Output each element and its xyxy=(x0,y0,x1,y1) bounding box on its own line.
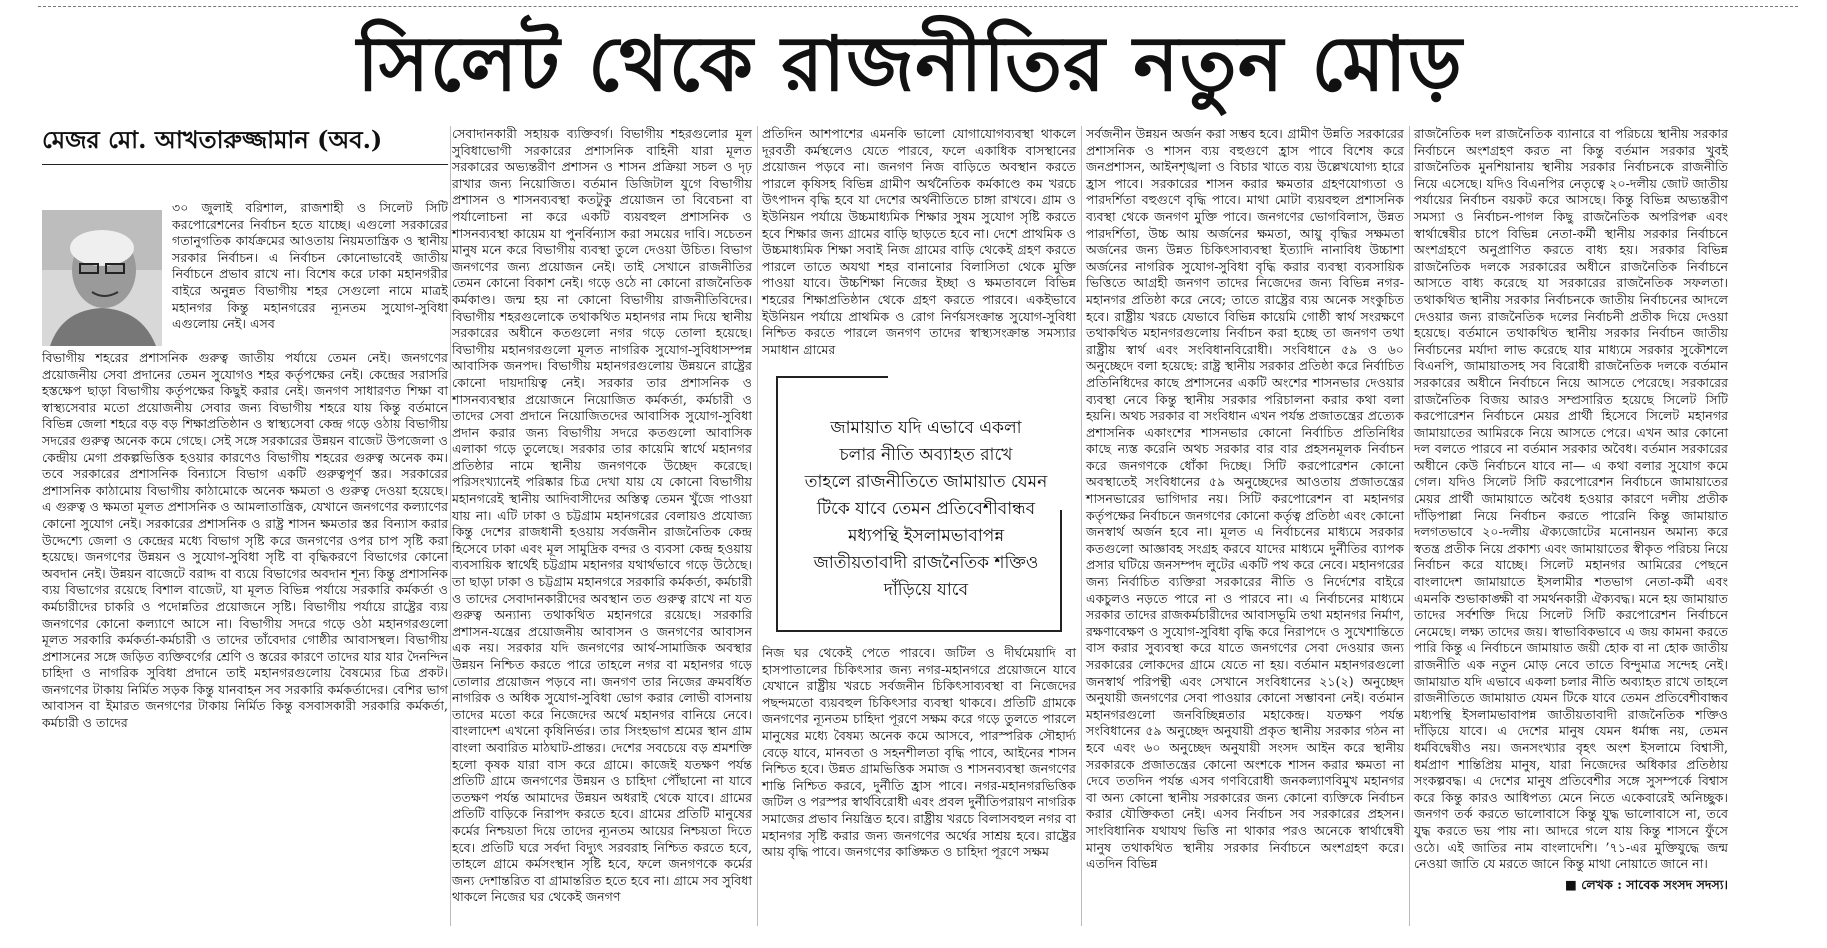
column-4-text: সর্বজনীন উন্নয়ন অর্জন করা সম্ভব হবে। গ্রামীণ উন্নতি সরকারের প্রশাসনিক ও শাসন ব্যয় বহুগুণে হ্রাস পাবে বিশেষ করে জনপ্রশাসন, আইনশৃঙ্খলা ও বিচার খাতে ব্যয় উল্লেখযোগ্য হারে হ্রাস পাবে। সরকারের শাসন করার ক্ষমতার গ্রহণযোগ্যতা ও পারদর্শিতা বহুগুণে বৃদ্ধি পাবে। মাথা মোটা ব্যয়বহুল প্রশাসনিক ব্যবস্থা থেকে জনগণ মুক্তি পাবে। জনগণের ভোগবিলাস, উন্নত পারদর্শিতা, উচ্চ আয় অর্জনের ক্ষমতা, আয়ু বৃদ্ধির সক্ষমতা অর্জনের জন্য উন্নত চিকিৎসাব্যবস্থা ইত্যাদি নানাবিধ উচ্চাশা অর্জনের নাগরিক সুযোগ-সুবিধা বৃদ্ধি করার ব্যবস্থা ব্যবসায়িক ভিত্তিতে আগ্রহী জনগণ তাদের নিজেদের জন্য বিভিন্ন নগর-মহানগর প্রতিষ্ঠা করে নেবে; তাতে রাষ্ট্রের ব্যয় অনেক সংকুচিত হবে। রাষ্ট্রীয় খরচে যেভাবে বিভিন্ন কায়েমি গোষ্ঠী স্বার্থ সংরক্ষণে তথাকথিত মহানগরগুলোয় নির্বাচন করা হচ্ছে তা জনগণ তথা রাষ্ট্রীয় স্বার্থ এবং সংবিধানবিরোধী। সংবিধানে ৫৯ ও ৬০ অনুচ্ছেদে বলা হয়েছে: রাষ্ট্র স্থানীয় সরকার প্রতিষ্ঠা করে নির্বাচিত প্রতিনিধিদের কাছে প্রশাসনের একটি অংশের শাসনভার দেওয়ার ব্যবস্থা নেবে কিন্তু স্থানীয় সরকার পরিচালনা করার কথা বলা হয়নি। অথচ সরকার বা সংবিধান এখন পর্যন্ত প্রজাতন্ত্রের প্রত্যেক প্রশাসনিক একাংশের শাসনভার কোনো নির্বাচিত প্রতিনিধির কাছে ন্যস্ত করেনি অথচ সরকার বার বার প্রহসনমূলক নির্বাচন করে জনগণকে ধোঁকা দিচ্ছে। সিটি করপোরেশন কোনো অবস্থাতেই সংবিধানের ৫৯ অনুচ্ছেদের আওতায় প্রজাতন্ত্রের শাসনভারের ভাগিদার নয়। সিটি করপোরেশন বা মহানগর কর্তৃপক্ষের নির্বাচনে জনগণের কোনো কর্তৃত্ব প্রতিষ্ঠা এবং কোনো জনস্বার্থ অর্জন হবে না। মূলত এ নির্বাচনের মাধ্যমে সরকার কতগুলো আজ্ঞাবহ সংগ্রহ করবে যাদের মাধ্যমে দুর্নীতির ব্যাপক প্রসার ঘটিয়ে জনসম্পদ লুটের একটি পথ করে নেবে। মহানগরের জন্য নির্বাচিত ব্যক্তিরা সরকারের নীতি ও নির্দেশের বাইরে একচুলও নড়তে পারে না ও পারবে না। এ নির্বাচনের মাধ্যমে সরকার তাদের রাজকর্মচারীদের আবাসভূমি তথা মহানগর নির্মাণ, রক্ষণাবেক্ষণ ও সুযোগ-সুবিধা বৃদ্ধি করে নিরাপদে ও সুখেশান্তিতে বাস করার সুব্যবস্থা করে যাতে জনগণের সেবা দেওয়ার জন্য সরকারের লোকদের গ্রামে যেতে না হয়। বর্তমান মহানগরগুলো জনস্বার্থ পরিপন্থী এবং সেখানে সংবিধানের ২১(২) অনুচ্ছেদ অনুযায়ী জনগণের সেবা পাওয়ার কোনো সম্ভাবনা নেই। বর্তমান মহানগরগুলো জনবিচ্ছিন্নতার মহাকেন্দ্র। যতক্ষণ পর্যন্ত সংবিধানের ৫৯ অনুচ্ছেদ অনুযায়ী প্রকৃত স্থানীয় সরকার গঠন না হবে এবং ৬০ অনুচ্ছেদ অনুযায়ী সংসদ আইন করে স্থানীয় সরকারকে প্রজাতন্ত্রের কোনো অংশকে শাসন করার ক্ষমতা না দেবে ততদিন পর্যন্ত এসব গণবিরোধী জনকল্যাণবিমুখ মহানগর বা অন্য কোনো স্থানীয় সরকারের জন্য কোনো ব্যক্তিকে নির্বাচন করার যৌক্তিকতা নেই। এসব নির্বাচন সব সরকারের প্রহসন। সাংবিধানিক যথাযথ ভিত্তি না থাকার পরও অনেকে স্বার্থান্বেষী মানুষ তথাকথিত স্থানীয় সরকার নির্বাচনে অংশগ্রহণ করে। এতদিন বিভিন্ন xyxy=(1086,126,1404,872)
author-photo xyxy=(42,210,162,346)
byline-rule xyxy=(42,164,448,165)
top-dashed-rule xyxy=(38,6,1798,7)
column-1 xyxy=(42,350,448,932)
column-5-text: রাজনৈতিক দল রাজনৈতিক ব্যানারে বা পরিচয়ে স্থানীয় সরকার নির্বাচনে অংশগ্রহণ করত না কিন্তু বর্তমান সরকার খুবই রাজনৈতিক মুনশিয়ানায় স্থানীয় সরকার নির্বাচনকে রাজনীতি নিয়ে এসেছে। যদিও বিএনপির নেতৃত্বে ২০-দলীয় জোট জাতীয় পর্যায়ের নির্বাচন বয়কট করে আসছে। কিন্তু বিভিন্ন অভ্যন্তরীণ সমস্যা ও নির্বাচন-পাগল কিছু রাজনৈতিক অপরিপক্ব এবং স্বার্থান্বেষীর চাপে বিভিন্ন নেতা-কর্মী স্থানীয় সরকার নির্বাচনে অংশগ্রহণে অনুপ্রাণিত করতে বাধ্য হয়। সরকার বিভিন্ন রাজনৈতিক দলকে সরকারের অধীনে রাজনৈতিক নির্বাচনে আসতে বাধ্য করেছে যা সরকারের রাজনৈতিক সফলতা। তথাকথিত স্থানীয় সরকার নির্বাচনকে জাতীয় নির্বাচনের আদলে দেওয়ার জন্য রাজনৈতিক দলের নির্বাচনী প্রতীক দিয়ে দেওয়া হয়েছে। বর্তমানে তথাকথিত স্থানীয় সরকার নির্বাচন জাতীয় নির্বাচনের মর্যাদা লাভ করেছে যার মাধ্যমে সরকার সুকৌশলে বিএনপি, জামায়াতসহ সব বিরোধী রাজনৈতিক দলকে বর্তমান সরকারের অধীনে নির্বাচনে নিয়ে আসতে পেরেছে। সরকারের রাজনৈতিক বিজয় আরও সম্প্রসারিত হয়েছে সিলেট সিটি করপোরেশন নির্বাচনে মেয়র প্রার্থী হিসেবে সিলেট মহানগর জামায়াতের আমিরকে নিয়ে আসতে পেরে। এখন আর কোনো দল বলতে পারবে না বর্তমান সরকার অবৈধ। বর্তমান সরকারের অধীনে কেউ নির্বাচনে যাবে না— এ কথা বলার সুযোগ কমে গেল। যদিও সিলেট সিটি করপোরেশন নির্বাচনে জামায়াতের মেয়র প্রার্থী জামায়াতে অবৈধ হওয়ার কারণে দলীয় প্রতীক দাঁড়িপাল্লা নিয়ে নির্বাচন করতে পারেনি কিন্তু জামায়াত দলগতভাবে ২০-দলীয় ঐক্যজোটের মনোনয়ন অমান্য করে স্বতন্ত্র প্রতীক নিয়ে প্রকাশ্য এবং জামায়াতের স্বীকৃত পরিচয় নিয়ে নির্বাচন করে যাচ্ছে। সিলেট মহানগর আমিরের পেছনে বাংলাদেশ জামায়াতে ইসলামীর শতভাগ নেতা-কর্মী এবং এমনকি শুভাকাঙ্ক্ষী বা সমর্থনকারী ঐক্যবদ্ধ। মনে হয় জামায়াত তাদের সর্বশক্তি দিয়ে সিলেট সিটি করপোরেশন নির্বাচনে নেমেছে। লক্ষ্য তাদের জয়। স্বাভাবিকভাবে এ জয় কামনা করতে পারি কিন্তু এ নির্বাচনে জামায়াত জয়ী হোক বা না হোক জাতীয় রাজনীতি এক নতুন মোড় নেবে তাতে বিন্দুমাত্র সন্দেহ নেই। জামায়াত যদি এভাবে একলা চলার নীতি অব্যাহত রাখে তাহলে রাজনীতিতে জামায়াত যেমন টিকে যাবে তেমন প্রতিবেশীবান্ধব মধ্যপন্থি ইসলামভাবাপন্ন জাতীয়তাবাদী রাজনৈতিক শক্তিও দাঁড়িয়ে যাবে। এ দেশের মানুষ যেমন ধর্মান্ধ নয়, তেমন ধর্মবিদ্বেষীও নয়। জনসংখ্যার বৃহৎ অংশ ইসলামে বিশ্বাসী, ধর্মপ্রাণ শান্তিপ্রিয় মানুষ, যারা নিজেদের অধিকার প্রতিষ্ঠায় সংকল্পবদ্ধ। এ দেশের মানুষ প্রতিবেশীর সঙ্গে সুসম্পর্কে বিশ্বাস করে কিন্তু কারও আধিপত্য মেনে নিতে একেবারেই অনিচ্ছুক। জনগণ তর্ক করতে ভালোবাসে কিন্তু যুদ্ধ ভালোবাসে না, তবে যুদ্ধ করতে ভয় পায় না। আদরে গলে যায় কিন্তু শাসনে ফুঁসে ওঠে। এই জাতির নাম বাংলাদেশি। ’৭১-এর মুক্তিযুদ্ধে জন্ম নেওয়া জাতি যে মরতে জানে কিন্তু মাথা নোয়াতে জানে না। xyxy=(1414,126,1728,872)
column-3-bottom-text: নিজ ঘর থেকেই পেতে পারবে। জটিল ও দীর্ঘমেয়াদি বা হাসপাতালের চিকিৎসার জন্য নগর-মহানগরে প্রয়োজনে যাবে যেখানে রাষ্ট্রীয় খরচে সর্বজনীন চিকিৎসাব্যবস্থা বা নিজেদের পছন্দমতো ব্যয়বহুল চিকিৎসার ব্যবস্থা থাকবে। প্রতিটি গ্রামকে জনগণের ন্যূনতম চাহিদা পূরণে সক্ষম করে গড়ে তুলতে পারলে মানুষের মধ্যে বৈষম্য অনেক কমে আসবে, পারস্পরিক সৌহার্দ্য বেড়ে যাবে, মানবতা ও সহনশীলতা বৃদ্ধি পাবে, আইনের শাসন নিশ্চিত হবে। উন্নত গ্রামভিত্তিক সমাজ ও শাসনব্যবস্থা জনগণের শান্তি নিশ্চিত করবে, দুর্নীতি হ্রাস পাবে। নগর-মহানগরভিত্তিক জটিল ও পরস্পর স্বার্থবিরোধী এবং প্রবল দুর্নীতিপরায়ণ নাগরিক সমাজের প্রভাব নিয়ন্ত্রিত হবে। রাষ্ট্রীয় খরচে বিলাসবহুল নগর বা মহানগর সৃষ্টি করার জন্য জনগণের অর্থের সাশ্রয় হবে। রাষ্ট্রের আয় বৃদ্ধি পাবে। জনগণের কাঙ্ক্ষিত ও চাহিদা পূরণে সক্ষম xyxy=(762,645,1076,860)
column-3-top xyxy=(762,126,1076,357)
intro-paragraph: ৩০ জুলাই বরিশাল, রাজশাহী ও সিলেট সিটি করপোরেশনের নির্বাচন হতে যাচ্ছে। এগুলো সরকারের গতানুগতিক কার্যক্রমের আওতায় নিয়মতান্ত্রিক ও স্থানীয় সরকার নির্বাচন। এ নির্বাচন কোনোভাবেই জাতীয় নির্বাচনে প্রভাব রাখে না। বিশেষ করে ঢাকা মহানগরীর বাইরে অনুন্নত বিভাগীয় শহর সেগুলো নামে মাত্রই মহানগর কিন্তু মহানগরের ন্যূনতম সুযোগ-সুবিধা এগুলোয় নেই। এসব xyxy=(172,200,448,332)
column-divider xyxy=(1409,126,1410,926)
author-portrait-image xyxy=(42,210,162,346)
column-5 xyxy=(1414,126,1728,932)
column-divider xyxy=(450,126,451,926)
column-3-top-text: প্রতিদিন আশপাশের এমনকি ভালো যোগাযোগব্যবস্থা থাকলে দূরবর্তী কর্মস্থলেও যেতে পারবে, ফলে একাধিক বাসস্থানের প্রয়োজন পড়বে না। জনগণ নিজ বাড়িতে অবস্থান করতে পারলে কৃষিসহ বিভিন্ন গ্রামীণ অর্থনৈতিক কর্মকাণ্ডে কম খরচে উৎপাদন বৃদ্ধি হবে যা দেশের অর্থনীতিতে চাঙ্গা রাখবে। গ্রাম ও ইউনিয়ন পর্যায়ে উচ্চমাধ্যমিক শিক্ষার সুষম সুযোগ সৃষ্টি করতে হবে শিক্ষার জন্য গ্রামের বাড়ি ছাড়তে হবে না। দেশে প্রাথমিক ও উচ্চমাধ্যমিক শিক্ষা সবাই নিজ গ্রামের বাড়ি থেকেই গ্রহণ করতে পারলে তাতে অযথা শহর বানানোর বিলাসিতা থেকে মুক্তি পাওয়া যাবে। উচ্চশিক্ষা নিজের ইচ্ছা ও ক্ষমতাবলে বিভিন্ন শহরের শিক্ষাপ্রতিষ্ঠান থেকে গ্রহণ করতে পারবে। একইভাবে ইউনিয়ন পর্যায়ে প্রাথমিক ও রোগ নির্ণয়সংক্রান্ত সুযোগ-সুবিধা নিশ্চিত করতে পারলে জনগণ তাদের স্বাস্থ্যসংক্রান্ত সমস্যার সমাধান গ্রামের xyxy=(762,126,1076,357)
column-divider xyxy=(757,126,758,926)
article-byline: মেজর মো. আখতারুজ্জামান (অব.) xyxy=(42,125,383,154)
pullquote xyxy=(800,415,1052,604)
pullquote-line: তাহলে রাজনীতিতে জামায়াত যেমন xyxy=(804,472,1048,492)
intro-column xyxy=(172,200,448,333)
column-4 xyxy=(1086,126,1404,932)
author-note: ■ লেখক : সাবেক সংসদ সদস্য। xyxy=(1565,876,1728,892)
article-headline: সিলেট থেকে রাজনীতির নতুন মোড় xyxy=(357,19,1463,108)
pullquote-line: টিকে যাবে তেমন প্রতিবেশীবান্ধব xyxy=(816,499,1036,519)
pullquote-line: দাঁড়িয়ে যাবে xyxy=(883,580,969,600)
column-1-text: বিভাগীয় শহরের প্রশাসনিক গুরুত্ব জাতীয় পর্যায়ে তেমন নেই। জনগণের প্রয়োজনীয় সেবা প্রদানের তেমন সুযোগও শহর কর্তৃপক্ষের নেই। কেন্দ্রের সরাসরি হস্তক্ষেপ ছাড়া বিভাগীয় কর্তৃপক্ষের কিছুই করার নেই। জনগণ সাধারণত শিক্ষা বা স্বাস্থ্যসেবার মতো প্রয়োজনীয় সেবার জন্য বিভাগীয় শহরে যায় কিন্তু বর্তমানে বিভিন্ন জেলা শহরে বড় বড় শিক্ষাপ্রতিষ্ঠান ও স্বাস্থ্যসেবা কেন্দ্র গড়ে ওঠায় বিভাগীয় সদরের গুরুত্ব অনেক কমে গেছে। সেই সঙ্গে সরকারের উন্নয়ন বাজেট উপজেলা ও কেন্দ্রীয় মেগা প্রকল্পভিত্তিক হওয়ার কারণেও বিভাগীয় শহরের গুরুত্ব অনেক কম। তবে সরকারের প্রশাসনিক বিন্যাসে বিভাগ একটি গুরুত্বপূর্ণ স্তর। সরকারের প্রশাসনিক কাঠামোয় বিভাগীয় কাঠামোকে অনেক ক্ষমতা ও গুরুত্ব দেওয়া হয়েছে। এ গুরুত্ব ও ক্ষমতা মূলত প্রশাসনিক ও আমলাতান্ত্রিক, যেখানে জনগণের কল্যাণের কোনো সুযোগ নেই। সরকারের প্রশাসনিক ও রাষ্ট্র শাসন ক্ষমতার স্তর বিন্যাস করার উদ্দেশ্যে জেলা ও কেন্দ্রের মধ্যে বিভাগ সৃষ্টি করে জনগণের ওপর চাপ সৃষ্টি করা হয়েছে। জনগণের উন্নয়ন ও সুযোগ-সুবিধা সৃষ্টি বা বৃদ্ধিকরণে বিভাগের কোনো অবদান নেই। উন্নয়ন বাজেটে বরাদ্দ বা ব্যয়ে বিভাগের অবদান শূন্য কিন্তু প্রশাসনিক ব্যয় বিভাগের রয়েছে বিশাল বাজেট, যা মূলত বিভিন্ন পর্যায়ে সরকারি কর্মকর্তা ও কর্মচারীদের চাকরি ও পদোন্নতির প্রয়োজনে সৃষ্টি। বিভাগীয় পর্যায়ে রাষ্ট্রের ব্যয় জনগণের কোনো কল্যাণে আসে না। বিভাগীয় সদরে গড়ে ওঠা মহানগরগুলো মূলত সরকারি কর্মকর্তা-কর্মচারী ও তাদের তাঁবেদার গোষ্ঠীর আবাসস্থল। বিভাগীয় প্রশাসনের সঙ্গে জড়িত ব্যক্তিবর্গের শ্রেণি ও স্তরের কারণে তাদের যার যার দৈনন্দিন চাহিদা ও নাগরিক সুবিধা প্রদানে তাই মহানগরগুলোয় বৈষম্যের চিত্র প্রকট। জনগণের টাকায় নির্মিত সড়ক কিন্তু যানবাহন সব সরকারি কর্মকর্তাদের। বেশির ভাগ আবাসন বা ইমারত জনগণের টাকায় নির্মিত কিন্তু বসবাসকারী সরকারি কর্মকর্তা, কর্মচারী ও তাদের xyxy=(42,350,448,731)
column-3-bottom xyxy=(762,645,1076,935)
pullquote-line: মধ্যপন্থি ইসলামভাবাপন্ন xyxy=(847,526,1005,546)
column-divider xyxy=(1081,126,1082,926)
pullquote-line: জাতীয়তাবাদী রাজনৈতিক শক্তিও xyxy=(813,553,1039,573)
column-2-text: সেবাদানকারী সহায়ক ব্যক্তিবর্গ। বিভাগীয় শহরগুলোর মূল সুবিধাভোগী সরকারের প্রশাসনিক বাহিনী যারা মূলত সরকারের অভ্যন্তরীণ প্রশাসন ও শাসন প্রক্রিয়া সচল ও দৃঢ় রাখার জন্য নিয়োজিত। বর্তমান ডিজিটাল যুগে বিভাগীয় প্রশাসন ও শাসনব্যবস্থা কতটুকু প্রয়োজন তা বিবেচনা বা পর্যালোচনা না করে একটি ব্যয়বহুল প্রশাসনিক ও শাসনব্যবস্থা কায়েম যা পুনর্বিন্যাস করা সময়ের দাবি। সচেতন মানুষ মনে করে বিভাগীয় ব্যবস্থা তুলে দেওয়া উচিত। বিভাগ জনগণের জন্য প্রয়োজন নেই। তাই সেখানে রাজনীতির তেমন কোনো বিকাশ নেই। গড়ে ওঠে না কোনো রাজনৈতিক কর্মকাণ্ড। জন্ম হয় না কোনো বিভাগীয় রাজনীতিবিদের। বিভাগীয় শহরগুলোকে তথাকথিত মহানগর নাম দিয়ে স্থানীয় সরকারের অধীনে কতগুলো নগর গড়ে তোলা হয়েছে। বিভাগীয় মহানগরগুলো মূলত নাগরিক সুযোগ-সুবিধাসম্পন্ন আবাসিক জনপদ। বিভাগীয় মহানগরগুলোয় উন্নয়নে রাষ্ট্রের কোনো দায়দায়িত্ব নেই। সরকার তার প্রশাসনিক ও শাসনব্যবস্থার প্রয়োজনে নিয়োজিত কর্মকর্তা, কর্মচারী ও তাদের সেবা প্রদানে নিয়োজিতদের আবাসিক সুযোগ-সুবিধা প্রদান করার জন্য বিভাগীয় সদরে কতগুলো আবাসিক এলাকা গড়ে তুলেছে। সরকার তার কায়েমি স্বার্থে মহানগর প্রতিষ্ঠার নামে স্থানীয় জনগণকে উচ্ছেদ করেছে। পরিসংখ্যানেই পরিষ্কার চিত্র দেখা যায় যে কোনো বিভাগীয় মহানগরেই স্থানীয় আদিবাসীদের অস্তিত্ব তেমন খুঁজে পাওয়া যায় না। এটি ঢাকা ও চট্টগ্রাম মহানগরের বেলায়ও প্রযোজ্য কিন্তু দেশের রাজধানী হওয়ায় সর্বজনীন রাজনৈতিক কেন্দ্র হিসেবে ঢাকা এবং মূল সামুদ্রিক বন্দর ও ব্যবসা কেন্দ্র হওয়ায় ব্যবসায়িক স্বার্থেই চট্টগ্রাম মহানগর যথার্থভাবে গড়ে উঠেছে। তা ছাড়া ঢাকা ও চট্টগ্রাম মহানগরে সরকারি কর্মকর্তা, কর্মচারী ও তাদের সেবাদানকারীদের অবস্থান তত গুরুত্ব রাখে না যত গুরুত্ব অন্যান্য তথাকথিত মহানগরে রয়েছে। সরকারি প্রশাসন-যন্ত্রের প্রয়োজনীয় আবাসন ও জনগণের আবাসন এক নয়। সরকার যদি জনগণের আর্থ-সামাজিক অবস্থার উন্নয়ন নিশ্চিত করতে পারে তাহলে নগর বা মহানগর গড়ে তোলার প্রয়োজন পড়বে না। জনগণ তার নিজের ক্রমবর্ধিত নাগরিক ও অধিক সুযোগ-সুবিধা ভোগ করার লোভী বাসনায় তাদের মতো করে নিজেদের অর্থে মহানগর বানিয়ে নেবে। বাংলাদেশ এখনো কৃষিনির্ভর। তার সিংহভাগ শ্রমের স্থান গ্রাম বাংলা অবারিত মাঠঘাট-প্রান্তর। দেশের সবচেয়ে বড় শ্রমশক্তি হলো কৃষক যারা বাস করে গ্রামে। কাজেই যতক্ষণ পর্যন্ত প্রতিটি গ্রামে জনগণের উন্নয়ন ও চাহিদা পৌঁছানো না যাবে ততক্ষণ পর্যন্ত আমাদের উন্নয়ন অধরাই থেকে যাবে। গ্রামের প্রতিটি বাড়িকে নিরাপদ করতে হবে। গ্রামের প্রতিটি মানুষের কর্মের নিশ্চয়তা দিয়ে তাদের ন্যূনতম আয়ের নিশ্চয়তা দিতে হবে। প্রতিটি ঘরে সর্বদা বিদ্যুৎ সরবরাহ নিশ্চিত করতে হবে, তাহলে গ্রামে কর্মসংস্থান সৃষ্টি হবে, ফলে জনগণকে কর্মের জন্য দেশান্তরিত বা গ্রামান্তরিত হতে হবে না। গ্রামে সব সুবিধা থাকলে নিজের ঘর থেকেই জনগণ xyxy=(452,126,752,905)
pullquote-line: জামায়াত যদি এভাবে একলা xyxy=(830,418,1022,438)
column-2 xyxy=(452,126,752,932)
pullquote-line: চলার নীতি অব্যাহত রাখে xyxy=(839,445,1013,465)
